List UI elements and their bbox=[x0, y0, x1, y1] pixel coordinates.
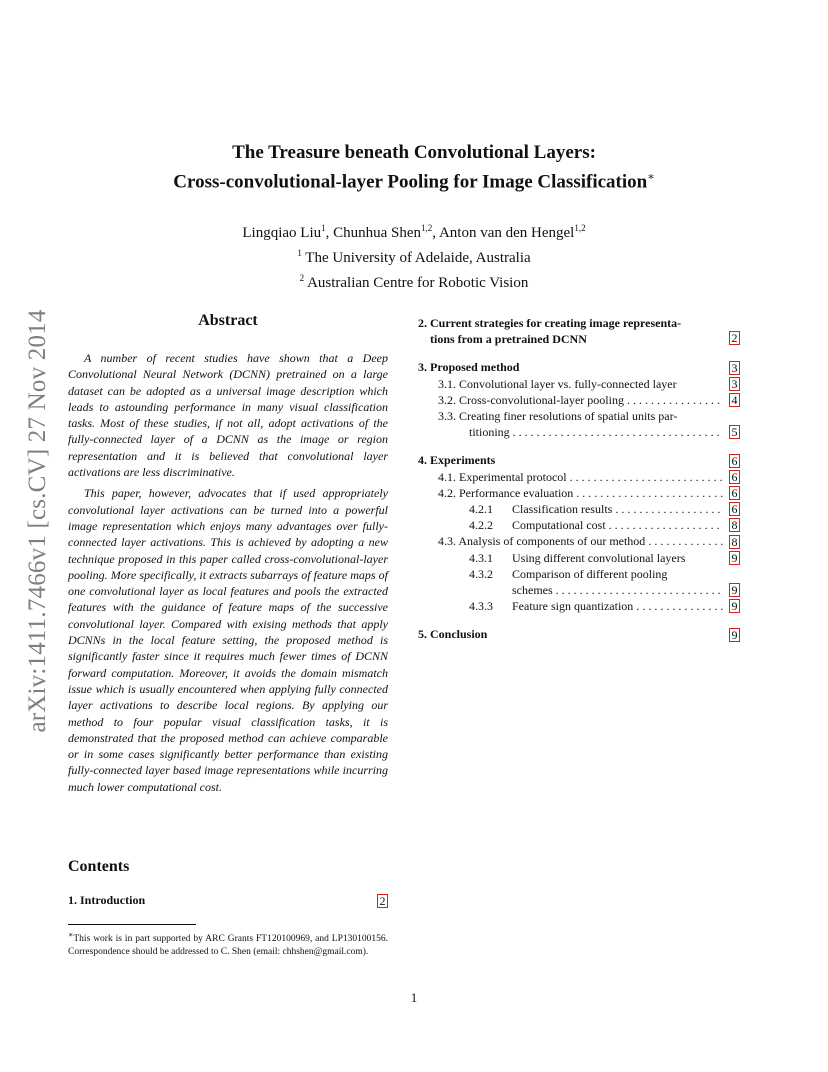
affiliation-2-mark: 2 bbox=[299, 273, 305, 283]
contents-heading: Contents bbox=[68, 858, 130, 875]
toc-number: 4.2.1 bbox=[469, 502, 493, 517]
abstract-paragraph-1: A number of recent studies have shown that a Deep Convolutional Neural Network (DCNN) pretrained on a large dataset can be adopted as a universal image description which leads to astounding performance in many visual classification tasks. Most of these studies, if not all, adopt activations of the fully-connected layer of a DCNN as the image or region representation and it is believed that convolutional layer activations are less discriminative. bbox=[68, 351, 388, 480]
title-line-2-text: Cross-convolutional-layer Pooling for Image Classification bbox=[173, 171, 648, 193]
toc-label: 4. Experiments bbox=[418, 453, 496, 468]
toc-label bbox=[469, 566, 740, 582]
toc-number: 4.2.2 bbox=[469, 518, 493, 533]
toc-page-link[interactable]: 2 bbox=[377, 894, 388, 908]
toc-entry-4-3-2[interactable] bbox=[418, 582, 740, 598]
toc-entry-3-2[interactable] bbox=[418, 392, 740, 408]
toc-label bbox=[469, 598, 723, 614]
toc-page-link[interactable]: 9 bbox=[729, 628, 740, 642]
toc-page-link[interactable]: 2 bbox=[729, 331, 740, 345]
page-number: 1 bbox=[410, 990, 418, 1005]
toc-entry-4-3[interactable] bbox=[418, 533, 740, 549]
toc-entry-4-2-2[interactable] bbox=[418, 517, 740, 533]
toc-entry-4-1[interactable] bbox=[418, 469, 740, 485]
authors-block bbox=[0, 218, 828, 293]
toc-label-text: Classification results bbox=[512, 502, 613, 517]
toc-page-link[interactable]: 9 bbox=[729, 583, 740, 597]
table-of-contents bbox=[418, 315, 740, 643]
toc-page-link[interactable]: 6 bbox=[729, 454, 740, 468]
toc-label bbox=[469, 550, 723, 566]
toc-label: titioning . . . bbox=[438, 424, 723, 440]
toc-label: 4.1. Experimental protocol . . . bbox=[438, 469, 723, 485]
toc-page-link[interactable]: 3 bbox=[729, 377, 740, 391]
toc-label-line-1: 2. Current strategies for creating image representa- bbox=[418, 316, 682, 330]
toc-entry-3-1[interactable] bbox=[418, 376, 740, 392]
author-3: , Anton van den Hengel bbox=[432, 225, 575, 241]
toc-page-link[interactable]: 8 bbox=[729, 535, 740, 549]
toc-number: 4.3.1 bbox=[469, 550, 493, 565]
affiliation-1-mark: 1 bbox=[297, 248, 302, 258]
title-footnote-mark: ∗ bbox=[647, 171, 655, 183]
toc-number: 4.3.3 bbox=[469, 599, 493, 614]
toc-entry-4-3-3[interactable] bbox=[418, 598, 740, 614]
author-2: , Chunhua Shen bbox=[325, 225, 422, 241]
author-3-affil: 1,2 bbox=[574, 223, 586, 233]
toc-label bbox=[469, 501, 723, 517]
toc-label: 3.1. Convolutional layer vs. fully-connected layer bbox=[438, 376, 677, 391]
toc-label: 3.2. Cross-convolutional-layer pooling . . . bbox=[438, 392, 723, 408]
toc-page-link[interactable]: 9 bbox=[729, 599, 740, 613]
toc-label: schemes . . . bbox=[469, 582, 723, 598]
toc-number: 4.3.2 bbox=[469, 566, 493, 581]
toc-label: 4.2. Performance evaluation . . . bbox=[438, 485, 723, 501]
toc-page-link[interactable]: 6 bbox=[729, 470, 740, 484]
abstract-section bbox=[68, 312, 388, 800]
toc-page-link[interactable]: 3 bbox=[729, 361, 740, 375]
arxiv-identifier bbox=[18, 286, 58, 756]
abstract-paragraph-2: This paper, however, advocates that if used appropriately convolutional layer activations can be turned into a powerful image representation which enjoys many advantages over fully-connected layer activations. This is achieved by adopting a new technique proposed in this paper called cross-convolutional-layer pooling. More specifically, it extracts subarrays of feature maps of one convolutional layer as local features and pools the extracted features with the guidance of feature maps of the successive convolutional layer. Compared with exising methods that apply DCNNs in the local feature setting, the proposed method is significantly faster since it requires much fewer times of DCNN forward computation. Moreover, it avoids the domain mismatch issue which is usually encountered when applying fully connected layer activations to describe local regions. By applying our method to four popular visual classification tasks, it is demonstrated that the proposed method can achieve comparable or in some cases significantly better performance than existing fully-connected layer based image representations while incurring much lower computational cost. bbox=[68, 486, 388, 794]
toc-label bbox=[418, 315, 723, 347]
footnote bbox=[68, 928, 388, 959]
author-1-affil: 1 bbox=[321, 223, 326, 233]
toc-entry-4-3-1[interactable] bbox=[418, 550, 740, 566]
toc-entry-4-3-2-line-1[interactable] bbox=[418, 566, 740, 582]
author-names bbox=[0, 218, 828, 243]
toc-entry-3-3[interactable] bbox=[418, 424, 740, 440]
paper-title bbox=[0, 140, 828, 194]
toc-page-link[interactable]: 4 bbox=[729, 393, 740, 407]
toc-label: 5. Conclusion bbox=[418, 627, 488, 642]
toc-entry-section-5[interactable] bbox=[418, 626, 740, 642]
toc-entry-section-2[interactable] bbox=[418, 315, 740, 347]
title-line-1: The Treasure beneath Convolutional Layers: bbox=[232, 142, 596, 163]
toc-page-link[interactable]: 6 bbox=[729, 502, 740, 516]
title-line-2 bbox=[0, 165, 828, 194]
footnote-divider bbox=[68, 924, 196, 925]
author-2-affil: 1,2 bbox=[421, 223, 433, 233]
footnote-text: This work is in part supported by ARC Grants FT120100969, and LP130100156. Correspondence should be addressed to C. Shen (email: chhshen@gmail.com). bbox=[68, 934, 388, 958]
toc-label: 3.3. Creating finer resolutions of spatial units par- bbox=[438, 409, 678, 424]
toc-label-text: Comparison of different pooling bbox=[512, 566, 668, 581]
toc-entry-3-3-line-1[interactable] bbox=[418, 408, 740, 424]
toc-label: 4.3. Analysis of components of our method . . . bbox=[438, 533, 723, 549]
toc-entry-section-3[interactable] bbox=[418, 359, 740, 375]
toc-entry-4-2-1[interactable] bbox=[418, 501, 740, 517]
toc-page-link[interactable]: 6 bbox=[729, 486, 740, 500]
affiliation-1-text: The University of Adelaide, Australia bbox=[301, 250, 531, 266]
toc-entry-section-4[interactable] bbox=[418, 452, 740, 468]
affiliation-1 bbox=[0, 243, 828, 268]
footnote-mark: ∗ bbox=[68, 930, 74, 939]
toc-entry-4-2[interactable] bbox=[418, 485, 740, 501]
toc-entry-introduction[interactable] bbox=[68, 893, 388, 908]
toc-label-text: Using different convolutional layers bbox=[512, 550, 686, 565]
toc-label bbox=[469, 517, 723, 533]
toc-label: 1. Introduction bbox=[68, 893, 146, 907]
toc-label: 3. Proposed method bbox=[418, 360, 520, 375]
arxiv-identifier-text: arXiv:1411.7466v1 [cs.CV] 27 Nov 2014 bbox=[24, 309, 51, 733]
affiliation-2-text: Australian Centre for Robotic Vision bbox=[304, 275, 529, 291]
toc-page-link[interactable]: 8 bbox=[729, 518, 740, 532]
toc-page-link[interactable]: 9 bbox=[729, 551, 740, 565]
abstract-heading: Abstract bbox=[198, 312, 258, 329]
author-1: Lingqiao Liu bbox=[242, 225, 322, 241]
toc-label-line-2: tions from a pretrained DCNN bbox=[430, 332, 587, 347]
toc-label-text: Feature sign quantization bbox=[512, 599, 634, 614]
toc-label-text: Computational cost bbox=[512, 518, 606, 533]
toc-page-link[interactable]: 5 bbox=[729, 425, 740, 439]
affiliation-2 bbox=[0, 268, 828, 293]
